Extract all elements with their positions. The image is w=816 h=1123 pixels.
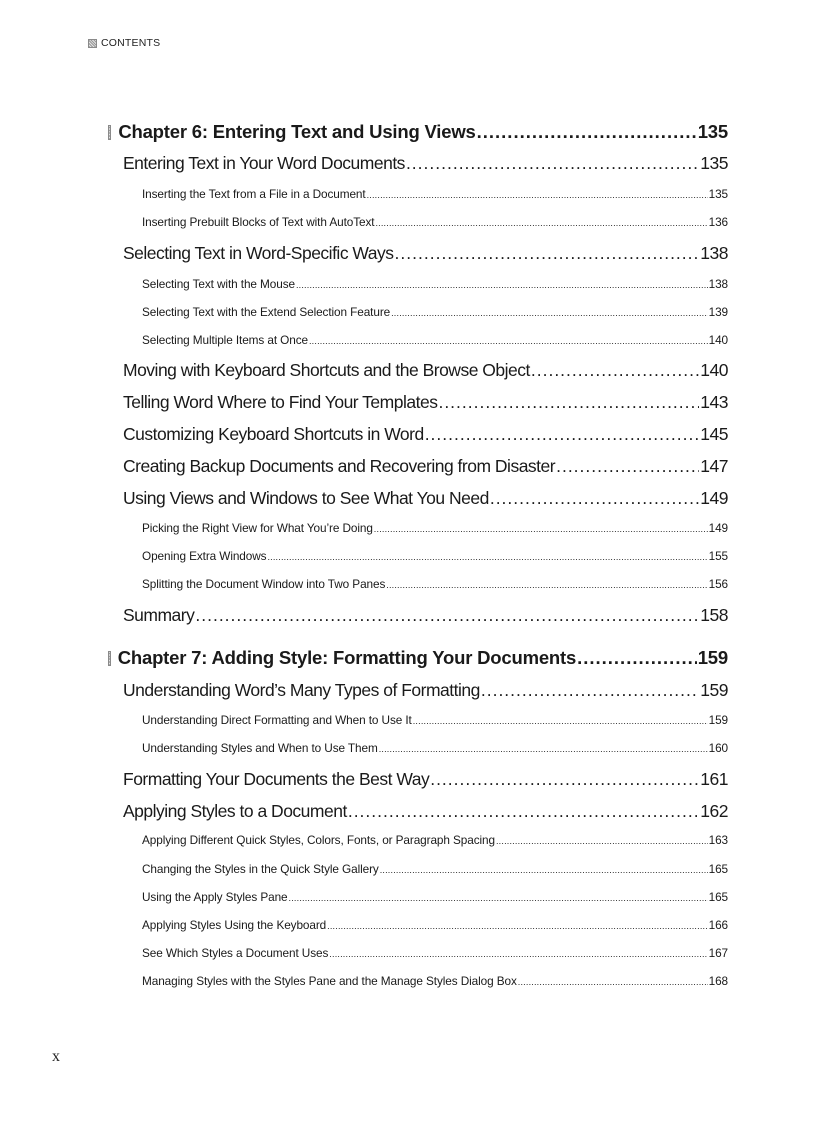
dot-leader <box>309 333 708 347</box>
toc-entry-title: Inserting Prebuilt Blocks of Text with AutoText <box>142 215 375 229</box>
dot-leader <box>556 456 699 477</box>
toc-entry-title: Selecting Text in Word-Specific Ways <box>123 243 394 263</box>
running-header-label: CONTENTS <box>101 37 161 49</box>
toc-entry-title: Using the Apply Styles Pane <box>142 890 288 904</box>
toc-entry-title: Opening Extra Windows <box>142 549 267 563</box>
section-marker-icon <box>88 39 97 48</box>
dot-leader <box>518 974 708 988</box>
toc-entry-page: 165 <box>708 890 728 904</box>
dot-leader <box>348 801 699 822</box>
toc-subsection-entry[interactable] <box>142 713 728 727</box>
toc-entry-page: 135 <box>697 121 728 142</box>
toc-entry-page: 161 <box>700 769 728 789</box>
running-header <box>88 37 160 49</box>
dot-leader <box>267 549 707 563</box>
toc-entry-title: Understanding Word’s Many Types of Formatting <box>123 680 480 700</box>
dot-leader <box>406 153 699 174</box>
toc-entry-page: 159 <box>708 713 728 727</box>
toc-entry-title: Using Views and Windows to See What You Need <box>123 488 489 508</box>
toc-section-entry[interactable] <box>123 392 728 413</box>
toc-entry-page: 156 <box>708 577 728 591</box>
toc-entry-page: 159 <box>697 647 728 668</box>
toc-subsection-entry[interactable] <box>142 862 728 876</box>
toc-entry-title: Selecting Text with the Mouse <box>142 277 295 291</box>
dot-leader <box>438 392 699 413</box>
toc-subsection-entry[interactable] <box>142 833 728 847</box>
toc-entry-title: Applying Styles Using the Keyboard <box>142 918 327 932</box>
toc-entry-title: Entering Text in Your Word Documents <box>123 153 405 173</box>
chapter-marker-icon <box>108 125 111 140</box>
toc-subsection-entry[interactable] <box>142 974 728 988</box>
page-folio: x <box>52 1048 60 1065</box>
dot-leader <box>379 741 708 755</box>
toc-entry-page: 138 <box>700 243 728 263</box>
toc-entry-title: See Which Styles a Document Uses <box>142 946 329 960</box>
toc-section-entry[interactable] <box>123 456 728 477</box>
toc-entry-title: Summary <box>123 605 195 625</box>
toc-entry-page: 168 <box>708 974 728 988</box>
dot-leader <box>430 769 699 790</box>
toc-chapter-entry[interactable] <box>108 121 728 143</box>
toc-entry-title: Formatting Your Documents the Best Way <box>123 769 430 789</box>
dot-leader <box>490 488 699 509</box>
toc-chapter-entry[interactable] <box>108 647 728 669</box>
toc-entry-page: 160 <box>708 741 728 755</box>
toc-entry-page: 138 <box>708 277 728 291</box>
toc-entry-page: 139 <box>708 305 728 319</box>
dot-leader <box>391 305 708 319</box>
dot-leader <box>367 187 708 201</box>
dot-leader <box>481 680 699 701</box>
dot-leader <box>380 862 708 876</box>
toc-subsection-entry[interactable] <box>142 277 728 291</box>
toc-entry-title: Creating Backup Documents and Recovering from Disaster <box>123 456 556 476</box>
toc-entry-page: 159 <box>700 680 728 700</box>
dot-leader <box>195 605 699 626</box>
toc-subsection-entry[interactable] <box>142 187 728 201</box>
toc-entry-page: 166 <box>708 918 728 932</box>
toc-subsection-entry[interactable] <box>142 577 728 591</box>
toc-section-entry[interactable] <box>123 801 728 822</box>
toc-entry-title: Understanding Styles and When to Use Them <box>142 741 378 755</box>
toc-subsection-entry[interactable] <box>142 946 728 960</box>
toc-entry-title: Chapter 6: Entering Text and Using Views <box>118 121 476 142</box>
toc-entry-page: 149 <box>700 488 728 508</box>
dot-leader <box>425 424 700 445</box>
toc-entry-page: 136 <box>708 215 728 229</box>
chapter-marker-icon <box>108 651 111 666</box>
toc-section-entry[interactable] <box>123 360 728 381</box>
toc-entry-page: 162 <box>700 801 728 821</box>
toc-section-entry[interactable] <box>123 680 728 701</box>
dot-leader <box>496 833 708 847</box>
toc-entry-page: 145 <box>700 424 728 444</box>
dot-leader <box>329 946 707 960</box>
toc-section-entry[interactable] <box>123 153 728 174</box>
toc-section-entry[interactable] <box>123 769 728 790</box>
toc-entry-page: 158 <box>700 605 728 625</box>
dot-leader <box>395 243 700 264</box>
toc-entry-page: 149 <box>708 521 728 535</box>
toc-entry-page: 140 <box>708 333 728 347</box>
toc-subsection-entry[interactable] <box>142 549 728 563</box>
dot-leader <box>289 890 708 904</box>
toc-entry-page: 143 <box>700 392 728 412</box>
toc-entry-page: 163 <box>708 833 728 847</box>
toc-entry-title: Selecting Text with the Extend Selection Feature <box>142 305 391 319</box>
toc-entry-page: 165 <box>708 862 728 876</box>
toc-entry-title: Moving with Keyboard Shortcuts and the Browse Object <box>123 360 530 380</box>
dot-leader <box>327 918 707 932</box>
toc-entry-title: Understanding Direct Formatting and When to Use It <box>142 713 412 727</box>
toc-entry-page: 140 <box>700 360 728 380</box>
toc-entry-title: Changing the Styles in the Quick Style Gallery <box>142 862 379 876</box>
dot-leader <box>413 713 708 727</box>
toc-subsection-entry[interactable] <box>142 333 728 347</box>
dot-leader <box>577 647 697 669</box>
toc-subsection-entry[interactable] <box>142 521 728 535</box>
dot-leader <box>374 521 708 535</box>
toc-entry-title: Chapter 7: Adding Style: Formatting Your Documents <box>117 647 577 668</box>
dot-leader <box>477 121 697 143</box>
toc-entry-title: Telling Word Where to Find Your Templates <box>123 392 438 412</box>
toc-entry-title: Picking the Right View for What You’re Doing <box>142 521 373 535</box>
toc-section-entry[interactable] <box>123 488 728 509</box>
toc-subsection-entry[interactable] <box>142 918 728 932</box>
toc-entry-title: Inserting the Text from a File in a Document <box>142 187 366 201</box>
dot-leader <box>386 577 707 591</box>
toc-entry-title: Applying Different Quick Styles, Colors, Fonts, or Paragraph Spacing <box>142 833 495 847</box>
toc-subsection-entry[interactable] <box>142 215 728 229</box>
toc-entry-title: Splitting the Document Window into Two Panes <box>142 577 386 591</box>
toc-section-entry[interactable] <box>123 424 728 445</box>
toc-entry-title: Selecting Multiple Items at Once <box>142 333 308 347</box>
toc-entry-title: Managing Styles with the Styles Pane and the Manage Styles Dialog Box <box>142 974 517 988</box>
toc-section-entry[interactable] <box>123 243 728 264</box>
toc-entry-page: 135 <box>708 187 728 201</box>
toc-subsection-entry[interactable] <box>142 741 728 755</box>
toc-entry-title: Applying Styles to a Document <box>123 801 347 821</box>
dot-leader <box>531 360 699 381</box>
toc-entry-page: 135 <box>700 153 728 173</box>
toc-entry-page: 147 <box>700 456 728 476</box>
toc-entry-title: Customizing Keyboard Shortcuts in Word <box>123 424 424 444</box>
dot-leader <box>296 277 708 291</box>
toc-subsection-entry[interactable] <box>142 890 728 904</box>
toc-entry-page: 167 <box>708 946 728 960</box>
dot-leader <box>375 215 707 229</box>
toc-section-entry[interactable] <box>123 605 728 626</box>
toc-subsection-entry[interactable] <box>142 305 728 319</box>
toc-entry-page: 155 <box>708 549 728 563</box>
